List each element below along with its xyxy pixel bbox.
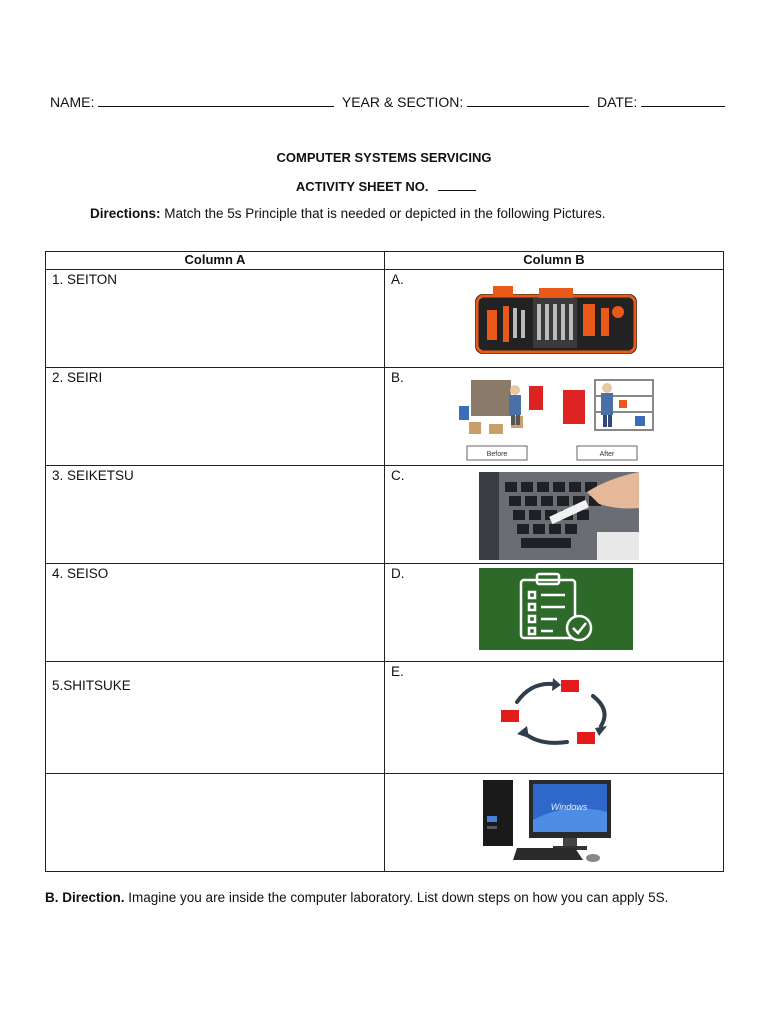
part-b-label: B. Direction. xyxy=(45,890,125,905)
column-b-cell xyxy=(385,662,724,774)
year-section-label: YEAR & SECTION: xyxy=(341,94,464,110)
choice-letter: E. xyxy=(391,664,404,679)
choice-letter: C. xyxy=(391,468,405,483)
desktop-computer-image xyxy=(477,776,613,866)
part-b-text: Imagine you are inside the computer laboratory. List down steps on how you can apply 5S. xyxy=(124,890,669,905)
student-info-line xyxy=(50,92,729,110)
column-a-cell xyxy=(46,270,385,368)
column-a-cell xyxy=(46,466,385,564)
column-a-cell xyxy=(46,368,385,466)
matching-table xyxy=(45,251,724,872)
date-label: DATE: xyxy=(597,94,638,110)
date-blank[interactable] xyxy=(641,92,725,107)
activity-label: ACTIVITY SHEET NO. xyxy=(295,179,429,194)
table-row xyxy=(46,774,724,872)
before-after-workshop-image xyxy=(449,376,661,464)
table-row xyxy=(46,368,724,466)
column-a-cell xyxy=(46,774,385,872)
monitor-brand-label: Windows xyxy=(550,802,588,812)
name-blank[interactable] xyxy=(98,92,334,107)
year-section-blank[interactable] xyxy=(467,92,589,107)
column-b-cell xyxy=(385,466,724,564)
before-label: Before xyxy=(486,451,508,458)
column-a-cell xyxy=(46,662,385,774)
checklist-board-image xyxy=(479,568,635,652)
table-header-row xyxy=(46,252,724,270)
column-b-header: Column B xyxy=(385,252,724,270)
choice-letter: A. xyxy=(391,272,404,287)
item-label: 2. SEIRI xyxy=(52,370,103,385)
activity-number-blank[interactable] xyxy=(438,178,476,191)
column-a-cell xyxy=(46,564,385,662)
after-label: After xyxy=(599,451,615,458)
table-row xyxy=(46,270,724,368)
item-label: 4. SEISO xyxy=(52,566,109,581)
keyboard-cleaning-image xyxy=(479,472,639,560)
table-row xyxy=(46,466,724,564)
column-b-cell xyxy=(385,564,724,662)
directions-label: Directions: xyxy=(90,206,161,221)
column-b-cell xyxy=(385,368,724,466)
tool-kit-image xyxy=(473,280,639,358)
column-b-cell xyxy=(385,270,724,368)
item-label: 5.SHITSUKE xyxy=(52,678,131,693)
directions-text: Match the 5s Principle that is needed or depicted in the following Pictures. xyxy=(160,206,606,221)
choice-letter: D. xyxy=(391,566,405,581)
item-label: 3. SEIKETSU xyxy=(52,468,134,483)
table-row xyxy=(46,662,724,774)
column-a-header: Column A xyxy=(46,252,385,270)
activity-title xyxy=(4,178,768,194)
column-b-cell xyxy=(385,774,724,872)
cycle-arrows-image xyxy=(495,674,625,752)
name-label: NAME: xyxy=(50,94,95,110)
subject-title: COMPUTER SYSTEMS SERVICING xyxy=(276,150,492,165)
part-b-direction xyxy=(45,890,668,905)
table-row xyxy=(46,564,724,662)
directions xyxy=(90,206,606,221)
item-label: 1. SEITON xyxy=(52,272,118,287)
choice-letter: B. xyxy=(391,370,404,385)
